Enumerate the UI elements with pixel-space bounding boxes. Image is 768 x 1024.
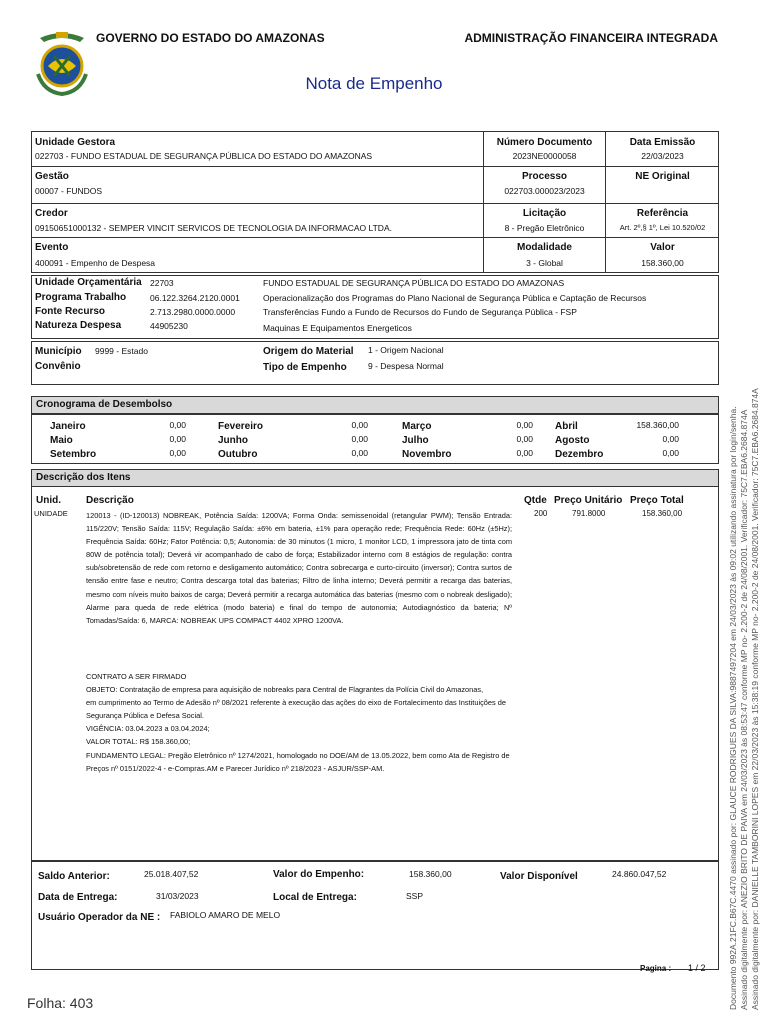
- unid-value: UNIDADE: [34, 509, 68, 518]
- referencia-value: Art. 2º,§ 1º, Lei 10.520/02: [619, 223, 706, 232]
- modalidade-label: Modalidade: [516, 242, 572, 253]
- ug-value: 022703 - FUNDO ESTADUAL DE SEGURANÇA PÚBLICA DO ESTADO DO AMAZONAS: [35, 151, 373, 161]
- preco-unitario-value: 791.8000: [572, 509, 606, 518]
- cronograma-title: Cronograma de Desembolso: [31, 396, 719, 414]
- municipio-label: Município: [35, 346, 82, 357]
- fonte-label: Fonte Recurso: [35, 306, 106, 317]
- numdoc-label: Número Documento: [496, 137, 593, 148]
- data-entrega-value: 31/03/2023: [156, 891, 199, 901]
- pt-label: Programa Trabalho: [35, 292, 127, 303]
- valor-disponivel-value: 24.860.047,52: [612, 869, 667, 879]
- ne-original-label: NE Original: [635, 171, 690, 182]
- evento-label: Evento: [35, 242, 69, 253]
- month-value: 0,00: [351, 434, 368, 444]
- month-label: Abril: [555, 421, 578, 432]
- valor-value: 158.360,00: [641, 258, 684, 268]
- signature-line-1: Documento 992A.21FC.B67C.4470 assinado por: GLAUCE RODRIGUES DA SILVA:9887497204 em 24/03/2023 às 09:02 utilizando assinatura por login/senha.: [728, 406, 738, 1010]
- usuario-value: FABIOLO AMARO DE MELO: [170, 910, 281, 920]
- saldo-value: 25.018.407,52: [144, 869, 199, 879]
- month-value: 0,00: [169, 434, 186, 444]
- contract-note-3: em cumprimento ao Termo de Adesão nº 08/2021 referente à execução das ações do eixo de Fortalecimento das Instituições de Segurança Pública e Defesa Social.: [86, 698, 506, 721]
- numdoc-value: 2023NE0000058: [512, 151, 577, 161]
- valor-empenho-label: Valor do Empenho:: [273, 869, 365, 880]
- month-value: 158.360,00: [636, 420, 679, 430]
- licitacao-label: Licitação: [522, 208, 567, 219]
- month-label: Novembro: [402, 449, 452, 460]
- licitacao-value: 8 - Pregão Eletrônico: [504, 223, 585, 233]
- usuario-label: Usuário Operador da NE :: [38, 912, 161, 923]
- itens-title: Descrição dos Itens: [31, 469, 719, 487]
- month-value: 0,00: [169, 448, 186, 458]
- uo-value: 22703: [150, 278, 174, 288]
- gestao-value: 00007 - FUNDOS: [35, 186, 103, 196]
- month-value: 0,00: [516, 448, 533, 458]
- qtde-value: 200: [534, 509, 548, 518]
- month-label: Outubro: [218, 449, 258, 460]
- local-entrega-value: SSP: [406, 891, 424, 901]
- month-value: 0,00: [351, 420, 368, 430]
- contract-note-6: FUNDAMENTO LEGAL: Pregão Eletrônico nº 1274/2021, homologado no DOE/AM de 13.05.2022, bem como Ata de Registro de Preços nº 0151/2022-4 - e-Compras.AM e Parecer Jurídico nº 218/2023 - ASJUR/SSP-AM.: [86, 750, 510, 773]
- preco-total-value: 158.360,00: [642, 509, 683, 518]
- origem-label: Origem do Material: [263, 346, 354, 357]
- ug-label: Unidade Gestora: [35, 137, 116, 148]
- month-value: 0,00: [662, 434, 679, 444]
- pt-value: 06.122.3264.2120.0001: [150, 293, 240, 303]
- descricao-header: Descrição: [86, 495, 134, 506]
- local-entrega-label: Local de Entrega:: [273, 892, 357, 903]
- origem-value: 1 - Origem Nacional: [368, 345, 444, 355]
- month-value: 0,00: [516, 434, 533, 444]
- contract-notes: [86, 670, 516, 775]
- month-value: 0,00: [516, 420, 533, 430]
- item-description-text: 120013 - (ID-120013) NOBREAK, Potência Saída: 1200VA; Forma Onda: semissenoidal (retangular PWM); Tensão Entrada: 115/220V; Tensão Saída: 115V; Regulação Saída: ±6% em bateria, ±1% para operação rede; Frequência Rede: 60Hz (±5Hz); Frequência Saída: 60Hz; Fator Potência: 0,5; Autonomia: de 30 minutos (1 micro, 1 monitor LCD, 1 impressora jato de tinta com 80W de potência total); Deverá vir acompanhado de cabo de força; Estabilizador interno com 8 estágios de regulação: contra sub/sobretensão de rede com retorno e desligamento automático; Contra sobrecarga e curto-circuito (inversor); Contra surtos de tensão entre fase e neutro; Contra descarga total das baterias; Filtro de linha interno; Deverá permitir a recarga das baterias, mesmo com níveis muito baixos de carga; Deverá permitir a recarga automática das baterias (mesmo com o nobreak desligado); Alarme para queda de rede elétrica (modo bateria) e final do tempo de autonomia; Autodiagnóstico da bateria; Nº Tomadas/Saída: 6, MARCA: NOBREAK UPS COMPACT 4402 XPRO 1200VA.: [86, 511, 512, 625]
- month-label: Janeiro: [50, 421, 86, 432]
- signature-line-2: Assinado digitalmente por: ANEZIO BRITO DE PAIVA em 24/03/2023 às 08:53:47 conforme MP no- 2.200-2 de 24/08/2001. Verificador: 75C7.EBA6.2684.874A: [739, 409, 749, 1010]
- qtde-header: Qtde: [524, 495, 547, 506]
- processo-value: 022703.000023/2023: [504, 186, 585, 196]
- gestao-label: Gestão: [35, 171, 69, 182]
- data-entrega-label: Data de Entrega:: [38, 892, 118, 903]
- pagina-label: Pagina :: [640, 964, 672, 973]
- valor-disponivel-label: Valor Disponível: [500, 871, 578, 882]
- credor-value: 09150651000132 - SEMPER VINCIT SERVICOS DE TECNOLOGIA DA INFORMACAO LTDA.: [35, 223, 392, 233]
- processo-label: Processo: [521, 171, 568, 182]
- dataemissao-label: Data Emissão: [629, 137, 696, 148]
- fonte-desc: Transferências Fundo a Fundo de Recursos do Fundo de Segurança Pública - FSP: [263, 307, 577, 317]
- month-label: Julho: [402, 435, 429, 446]
- saldo-label: Saldo Anterior:: [38, 871, 110, 882]
- folha-number: Folha: 403: [27, 995, 94, 1011]
- municipio-value: 9999 - Estado: [95, 346, 148, 356]
- month-label: Fevereiro: [218, 421, 264, 432]
- natureza-desc: Maquinas E Equipamentos Energeticos: [263, 323, 412, 333]
- valor-label: Valor: [650, 242, 675, 253]
- contract-note-2: OBJETO: Contratação de empresa para aquisição de nobreaks para Central de Flagrantes da Polícia Civil do Amazonas,: [86, 685, 484, 695]
- month-label: Junho: [218, 435, 248, 446]
- contract-note-4: VIGÊNCIA: 03.04.2023 a 03.04.2024;: [86, 724, 210, 734]
- contract-note-5: VALOR TOTAL: R$ 158.360,00;: [86, 737, 191, 747]
- modalidade-value: 3 - Global: [526, 258, 563, 268]
- uo-label: Unidade Orçamentária: [35, 277, 142, 288]
- uo-desc: FUNDO ESTADUAL DE SEGURANÇA PÚBLICA DO ESTADO DO AMAZONAS: [263, 278, 565, 288]
- preco-total-header: Preço Total: [630, 495, 684, 506]
- digital-signature-sidebar: [728, 230, 761, 1010]
- convenio-label: Convênio: [35, 361, 81, 372]
- referencia-label: Referência: [636, 208, 689, 219]
- contract-note-1: CONTRATO A SER FIRMADO: [86, 672, 187, 681]
- month-label: Março: [402, 421, 432, 432]
- dataemissao-value: 22/03/2023: [641, 151, 684, 161]
- month-value: 0,00: [351, 448, 368, 458]
- month-label: Agosto: [555, 435, 590, 446]
- government-name: GOVERNO DO ESTADO DO AMAZONAS: [96, 31, 325, 45]
- signature-line-3: Assinado digitalmente por: DANIELLE TAMBORINI LOPES em 22/03/2023 às 15:38:19 conforme MP no- 2.200-2 de 24/08/2001. Verificador: 75C7.EBA6.2684.874A: [750, 388, 760, 1010]
- month-value: 0,00: [662, 448, 679, 458]
- month-label: Dezembro: [555, 449, 604, 460]
- month-label: Setembro: [50, 449, 97, 460]
- month-value: 0,00: [169, 420, 186, 430]
- system-name: ADMINISTRAÇÃO FINANCEIRA INTEGRADA: [464, 31, 718, 45]
- fonte-value: 2.713.2980.0000.0000: [150, 307, 236, 317]
- pt-desc: Operacionalização dos Programas do Plano Nacional de Segurança Pública e Captação de Recursos: [263, 293, 647, 303]
- natureza-label: Natureza Despesa: [35, 320, 122, 331]
- tipo-empenho-value: 9 - Despesa Normal: [368, 361, 444, 371]
- month-label: Maio: [50, 435, 73, 446]
- tipo-empenho-label: Tipo de Empenho: [263, 362, 347, 373]
- pagina-value: 1 / 2: [688, 963, 706, 973]
- item-description: [86, 509, 512, 627]
- valor-empenho-value: 158.360,00: [409, 869, 452, 879]
- credor-label: Credor: [35, 208, 68, 219]
- evento-value: 400091 - Empenho de Despesa: [35, 258, 156, 268]
- document-title: Nota de Empenho: [305, 74, 443, 93]
- unid-header: Unid.: [36, 495, 61, 506]
- natureza-value: 44905230: [150, 321, 188, 331]
- preco-unitario-header: Preço Unitário: [554, 495, 623, 506]
